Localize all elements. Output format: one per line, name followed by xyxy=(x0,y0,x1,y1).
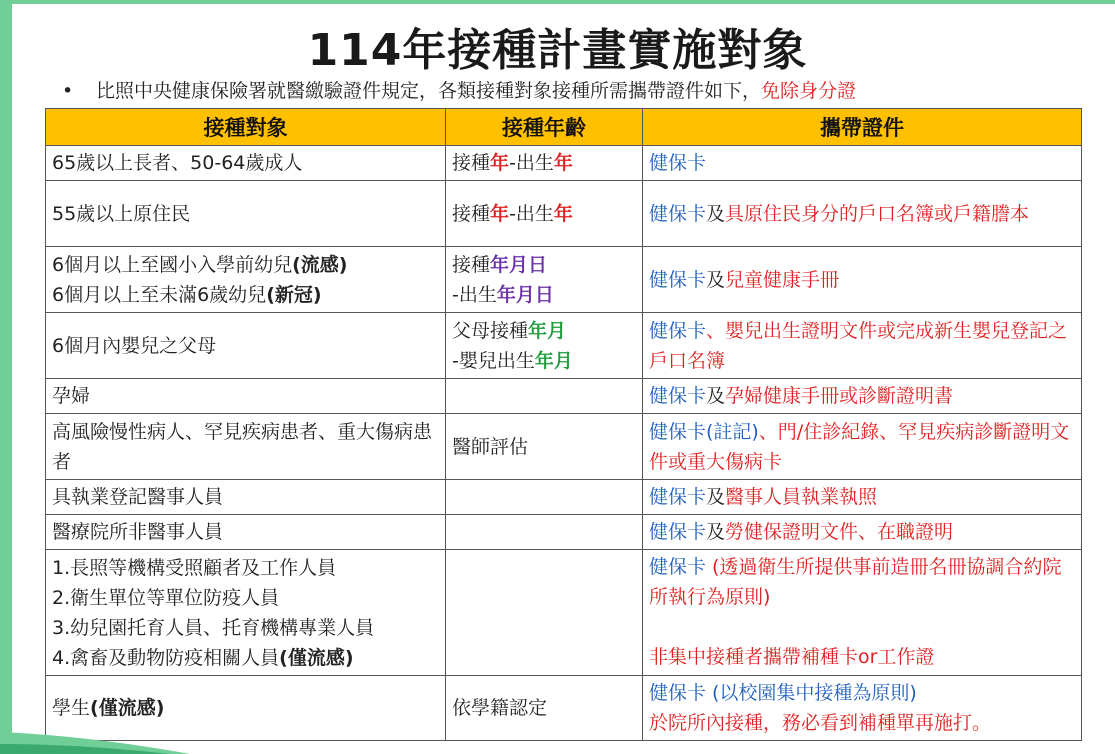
cell-target: 55歲以上原住民 xyxy=(46,181,446,247)
target-tag: (新冠) xyxy=(266,283,322,306)
table-row xyxy=(46,414,1082,480)
docs-card: 健保卡 xyxy=(648,385,706,407)
cell-age-empty xyxy=(446,550,643,676)
age-part: -出生 xyxy=(509,152,554,174)
age-part: 接種 xyxy=(452,202,491,225)
cell-age-empty xyxy=(446,379,643,414)
table-row xyxy=(46,676,1082,741)
docs-card: 健保卡 xyxy=(648,152,706,174)
cell-docs xyxy=(642,313,1081,379)
cell-target: 醫療院所非醫事人員 xyxy=(46,515,446,550)
docs-extra: 兒童健康手冊 xyxy=(725,268,840,291)
docs-card: 健保卡 xyxy=(648,556,706,578)
cell-docs xyxy=(642,480,1081,515)
age-part-highlight: 年月日 xyxy=(490,253,548,276)
cell-target xyxy=(46,247,446,313)
cell-age xyxy=(446,146,643,181)
age-part: 父母接種 xyxy=(452,319,529,342)
bullet-note xyxy=(62,76,856,103)
cell-docs xyxy=(642,550,1081,676)
docs-extra: 孕婦健康手冊或診斷證明書 xyxy=(725,385,954,407)
cell-docs xyxy=(642,181,1081,247)
cell-target: 具執業登記醫事人員 xyxy=(46,480,446,515)
docs-note: 於院所內接種，務必看到補種單再施打。 xyxy=(648,712,991,734)
docs-join: 及 xyxy=(705,385,725,407)
docs-card: 健保卡 xyxy=(648,268,706,291)
docs-extra: 勞健保證明文件、在職證明 xyxy=(725,521,954,543)
table-row xyxy=(46,550,1082,676)
docs-extra: 、門/住診紀錄、罕見疾病診斷證明文件或重大傷病卡 xyxy=(648,420,1070,473)
age-part: 接種 xyxy=(452,152,491,174)
cell-docs xyxy=(642,676,1081,741)
cell-age: 依學籍認定 xyxy=(446,676,643,741)
docs-card: 健保卡 xyxy=(648,202,706,225)
header-target: 接種對象 xyxy=(46,109,446,146)
target-tag: (流感) xyxy=(292,253,348,276)
cell-target: 高風險慢性病人、罕見疾病患者、重大傷病患者 xyxy=(46,414,446,480)
target-line: 1.長照等機構受照顧者及工作人員 xyxy=(52,556,337,579)
age-part-highlight: 年 xyxy=(553,202,573,225)
table-row xyxy=(46,480,1082,515)
page-title: 114年接種計畫實施對象 xyxy=(307,25,808,76)
docs-card: 健保卡(註記) xyxy=(648,420,759,443)
frame-top-border xyxy=(0,0,1115,4)
cell-age: 醫師評估 xyxy=(446,414,643,480)
target-tag: (僅流感) xyxy=(90,697,165,719)
table-row xyxy=(46,247,1082,313)
cell-target: 孕婦 xyxy=(46,379,446,414)
docs-extra: 、嬰兒出生證明文件或完成新生嬰兒登記之戶口名簿 xyxy=(648,319,1067,372)
age-part-highlight: 年月 xyxy=(528,319,567,342)
table-row xyxy=(46,313,1082,379)
docs-card: 健保卡 xyxy=(648,486,706,508)
table-row xyxy=(46,146,1082,181)
docs-note: 非集中接種者攜帶補種卡or工作證 xyxy=(648,646,935,668)
age-part: -出生 xyxy=(509,202,554,225)
docs-join: 及 xyxy=(705,268,725,291)
cell-docs xyxy=(642,146,1081,181)
frame-left-border xyxy=(0,0,12,754)
corner-decoration xyxy=(0,724,190,754)
table-row xyxy=(46,515,1082,550)
age-part-highlight: 年 xyxy=(553,152,573,174)
docs-join: 及 xyxy=(705,486,725,508)
cell-docs xyxy=(642,247,1081,313)
age-part-highlight: 年 xyxy=(490,202,510,225)
cell-age-empty xyxy=(446,480,643,515)
docs-extra: 具原住民身分的戶口名簿或戶籍謄本 xyxy=(725,202,1030,225)
cell-age xyxy=(446,247,643,313)
cell-age xyxy=(446,313,643,379)
age-part: 接種 xyxy=(452,253,491,276)
age-part: -出生 xyxy=(452,283,497,306)
age-part-highlight: 年月日 xyxy=(496,283,554,306)
cell-target xyxy=(46,550,446,676)
docs-card: 健保卡 xyxy=(648,521,706,543)
header-docs: 攜帶證件 xyxy=(642,109,1081,146)
table-header-row xyxy=(46,109,1082,146)
docs-extra: 醫事人員執業執照 xyxy=(725,486,878,508)
target-line: 學生 xyxy=(52,697,91,719)
age-part: -嬰兒出生 xyxy=(452,349,535,372)
age-part-highlight: 年月 xyxy=(534,349,573,372)
vaccination-target-table xyxy=(45,108,1082,741)
bullet-icon: • xyxy=(62,80,74,102)
table-row xyxy=(46,181,1082,247)
target-line: 6個月以上至國小入學前幼兒 xyxy=(52,253,293,276)
docs-card: 健保卡 xyxy=(648,319,706,342)
cell-docs xyxy=(642,414,1081,480)
cell-target: 6個月內嬰兒之父母 xyxy=(46,313,446,379)
target-line: 4.禽畜及動物防疫相關人員 xyxy=(52,646,280,669)
cell-docs xyxy=(642,515,1081,550)
target-line: 2.衛生單位等單位防疫人員 xyxy=(52,586,280,609)
bullet-highlight: 免除身分證 xyxy=(761,80,857,102)
age-part-highlight: 年 xyxy=(490,152,510,174)
cell-docs xyxy=(642,379,1081,414)
docs-extra: (透過衛生所提供事前造冊名冊協調合約院所執行為原則) xyxy=(648,556,1062,608)
docs-join: 及 xyxy=(705,202,725,225)
cell-age xyxy=(446,181,643,247)
target-line: 6個月以上至未滿6歲幼兒 xyxy=(52,283,267,306)
bullet-text: 比照中央健康保險署就醫繳驗證件規定，各類接種對象接種所需攜帶證件如下， xyxy=(96,80,762,102)
header-age: 接種年齡 xyxy=(446,109,643,146)
cell-target: 65歲以上長者、50-64歲成人 xyxy=(46,146,446,181)
target-tag: (僅流感) xyxy=(279,646,354,669)
docs-card: 健保卡 (以校園集中接種為原則) xyxy=(648,682,917,704)
table-row xyxy=(46,379,1082,414)
target-line: 3.幼兒園托育人員、托育機構專業人員 xyxy=(52,616,375,639)
cell-age-empty xyxy=(446,515,643,550)
docs-join: 及 xyxy=(705,521,725,543)
